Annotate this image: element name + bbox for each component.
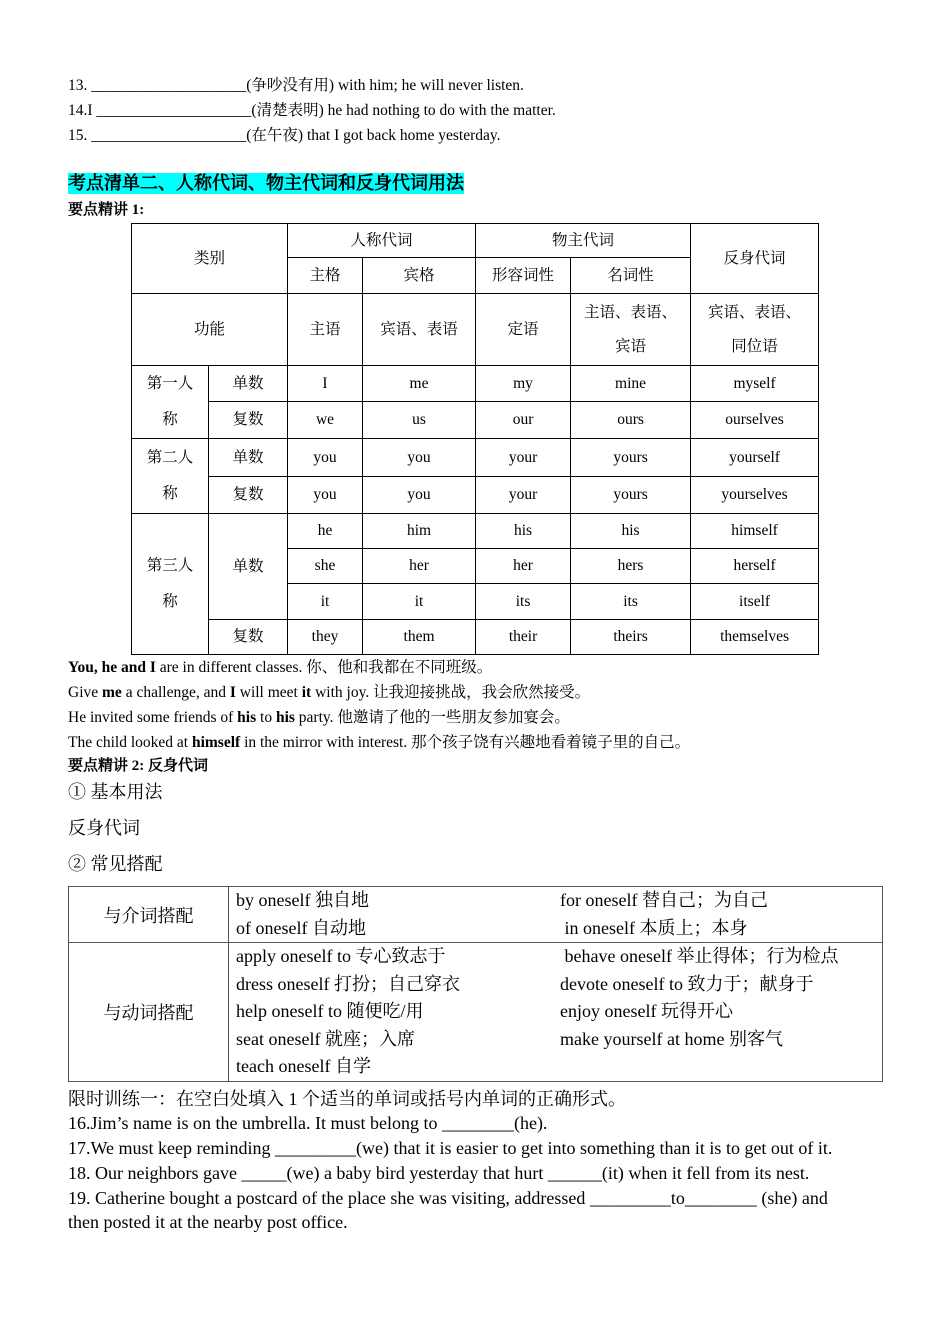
pronoun-row xyxy=(132,439,819,477)
section-heading: 考点清单二、人称代词、物主代词和反身代词用法 xyxy=(68,173,464,194)
header-reflexive: 反身代词 xyxy=(691,224,819,294)
pronoun-cell: mine xyxy=(571,366,691,402)
pronoun-cell: him xyxy=(363,514,476,549)
pronoun-cell: it xyxy=(363,584,476,620)
pronoun-cell: she xyxy=(288,549,363,584)
pronoun-cell: you xyxy=(363,477,476,514)
collocation-list xyxy=(229,887,883,943)
drill-16: 16.Jim’s name is on the umbrella. It must belong to ________(he). xyxy=(68,1113,548,1133)
collocation-item: in oneself 本质上；本身 xyxy=(560,917,748,938)
function-cell: 主语、表语、宾语 xyxy=(571,294,691,366)
pronoun-cell: it xyxy=(288,584,363,620)
header-subject: 主格 xyxy=(288,258,363,294)
pronoun-row xyxy=(132,402,819,439)
exercise-13: 13. ____________________(争吵没有用) with him; he will never listen. xyxy=(68,77,524,94)
collocation-item: by oneself 独自地 xyxy=(236,890,369,910)
pronoun-cell: yours xyxy=(571,477,691,514)
collocation-item: dress oneself 打扮；自己穿衣 xyxy=(236,973,460,994)
drill-17: 17.We must keep reminding _________(we) that it is easier to get into something than it is to get out of it. xyxy=(68,1138,833,1158)
example-4 xyxy=(68,733,690,753)
pronoun-cell: you xyxy=(288,477,363,514)
number-cell: 复数 xyxy=(209,620,288,655)
header-possessive: 物主代词 xyxy=(476,224,691,258)
pronoun-cell: you xyxy=(288,439,363,477)
pronoun-cell: ourselves xyxy=(691,402,819,439)
example-text: party. 他邀请了他的一些朋友参加宴会。 xyxy=(294,709,570,726)
example-1 xyxy=(68,658,492,678)
pronoun-cell: its xyxy=(571,584,691,620)
pronoun-cell: your xyxy=(476,477,571,514)
collocation-list xyxy=(229,943,883,1082)
collocation-group xyxy=(69,943,883,1082)
collocation-item: help oneself to 随便吃/用 xyxy=(236,1001,424,1021)
pronoun-cell: their xyxy=(476,620,571,655)
pronoun-cell: her xyxy=(476,549,571,584)
collocation-item: teach oneself 自学 xyxy=(236,1056,371,1076)
pronoun-cell: himself xyxy=(691,514,819,549)
bold-pronoun: I xyxy=(229,684,236,701)
collocations-table xyxy=(68,886,883,1082)
reflexive-label: 反身代词 xyxy=(68,818,140,838)
collocation-item: enjoy oneself 玩得开心 xyxy=(560,1001,733,1021)
exercise-15: 15. ____________________(在午夜) that I got back home yesterday. xyxy=(68,127,501,144)
example-text: to xyxy=(256,709,276,726)
pronoun-cell: her xyxy=(363,549,476,584)
collocation-item: devote oneself to 致力于；献身于 xyxy=(560,973,814,994)
header-noun: 名词性 xyxy=(571,258,691,294)
basic-usage-label: ① 基本用法 xyxy=(68,782,163,802)
pronoun-cell: we xyxy=(288,402,363,439)
example-text: The child looked at xyxy=(68,734,192,751)
drill-18: 18. Our neighbors gave _____(we) a baby bird yesterday that hurt ______(it) when it fell from its nest. xyxy=(68,1163,810,1183)
drill-19: 19. Catherine bought a postcard of the place she was visiting, addressed _________to________ (she) and xyxy=(68,1188,828,1208)
pronoun-cell: myself xyxy=(691,366,819,402)
function-cell: 宾语、表语、同位语 xyxy=(691,294,819,366)
collocation-group-label: 与介词搭配 xyxy=(69,887,229,943)
header-category: 类别 xyxy=(132,224,288,294)
pronoun-cell: my xyxy=(476,366,571,402)
drill-instructions: 限时训练一：在空白处填入 1 个适当的单词或括号内单词的正确形式。 xyxy=(68,1089,626,1109)
collocation-item xyxy=(560,1053,882,1081)
pronoun-cell: me xyxy=(363,366,476,402)
pronoun-cell: you xyxy=(363,439,476,477)
exercise-14: 14.I ____________________(清楚表明) he had nothing to do with the matter. xyxy=(68,102,556,119)
collocation-group-label: 与动词搭配 xyxy=(69,943,229,1082)
collocation-group xyxy=(69,887,883,943)
example-3 xyxy=(68,708,570,728)
example-text: a challenge, and xyxy=(121,684,230,701)
pronoun-cell: our xyxy=(476,402,571,439)
header-adjective: 形容词性 xyxy=(476,258,571,294)
pronoun-table xyxy=(131,223,819,655)
bold-pronoun: his xyxy=(237,709,257,726)
person-cell: 第一人称 xyxy=(132,366,209,439)
number-cell: 复数 xyxy=(209,402,288,439)
pronoun-cell: yourselves xyxy=(691,477,819,514)
example-text: with joy. 让我迎接挑战，我会欣然接受。 xyxy=(311,684,591,701)
example-text: are in different classes. 你、他和我都在不同班级。 xyxy=(155,659,493,676)
pronoun-row xyxy=(132,477,819,514)
pronoun-cell: yourself xyxy=(691,439,819,477)
person-cell: 第三人称 xyxy=(132,514,209,655)
pronoun-cell: them xyxy=(363,620,476,655)
example-2 xyxy=(68,683,590,703)
pronoun-cell: itself xyxy=(691,584,819,620)
example-text: He invited some friends of xyxy=(68,709,238,726)
bold-pronoun: it xyxy=(301,684,312,701)
pronoun-cell: themselves xyxy=(691,620,819,655)
pronoun-row xyxy=(132,366,819,402)
pronoun-cell: your xyxy=(476,439,571,477)
example-text: in the mirror with interest. 那个孩子饶有兴趣地看着镜子里的自己。 xyxy=(240,734,691,751)
bold-pronoun: You, he and I xyxy=(68,659,156,676)
person-cell: 第二人称 xyxy=(132,439,209,514)
pronoun-cell: theirs xyxy=(571,620,691,655)
pronoun-cell: herself xyxy=(691,549,819,584)
pronoun-cell: ours xyxy=(571,402,691,439)
function-label: 功能 xyxy=(132,294,288,366)
pronoun-cell: I xyxy=(288,366,363,402)
pronoun-cell: us xyxy=(363,402,476,439)
point2-heading: 要点精讲 2: 反身代词 xyxy=(68,758,208,774)
bold-pronoun: me xyxy=(102,684,122,701)
collocation-item: for oneself 替自己；为自己 xyxy=(560,890,768,910)
number-cell: 单数 xyxy=(209,439,288,477)
number-cell: 复数 xyxy=(209,477,288,514)
number-cell: 单数 xyxy=(209,514,288,620)
number-cell: 单数 xyxy=(209,366,288,402)
example-text: will meet xyxy=(235,684,302,701)
pronoun-row xyxy=(132,514,819,549)
collocation-item: apply oneself to 专心致志于 xyxy=(236,946,446,966)
collocation-item: of oneself 自动地 xyxy=(236,917,366,938)
collocation-item: seat oneself 就座；入席 xyxy=(236,1028,415,1049)
collocation-item: make yourself at home 别客气 xyxy=(560,1028,783,1049)
pronoun-cell: its xyxy=(476,584,571,620)
function-cell: 主语 xyxy=(288,294,363,366)
collocations-label: ② 常见搭配 xyxy=(68,854,163,874)
pronoun-cell: his xyxy=(571,514,691,549)
pronoun-cell: he xyxy=(288,514,363,549)
header-personal: 人称代词 xyxy=(288,224,476,258)
pronoun-row xyxy=(132,620,819,655)
pronoun-cell: yours xyxy=(571,439,691,477)
header-object: 宾格 xyxy=(363,258,476,294)
bold-pronoun: himself xyxy=(191,734,241,751)
pronoun-cell: they xyxy=(288,620,363,655)
pronoun-cell: hers xyxy=(571,549,691,584)
drill-19-cont: then posted it at the nearby post office. xyxy=(68,1212,348,1232)
function-cell: 宾语、表语 xyxy=(363,294,476,366)
bold-pronoun: his xyxy=(275,709,295,726)
function-cell: 定语 xyxy=(476,294,571,366)
point1-heading: 要点精讲 1: xyxy=(68,202,145,218)
collocation-item: behave oneself 举止得体；行为检点 xyxy=(560,946,839,966)
example-text: Give xyxy=(68,684,103,701)
pronoun-cell: his xyxy=(476,514,571,549)
